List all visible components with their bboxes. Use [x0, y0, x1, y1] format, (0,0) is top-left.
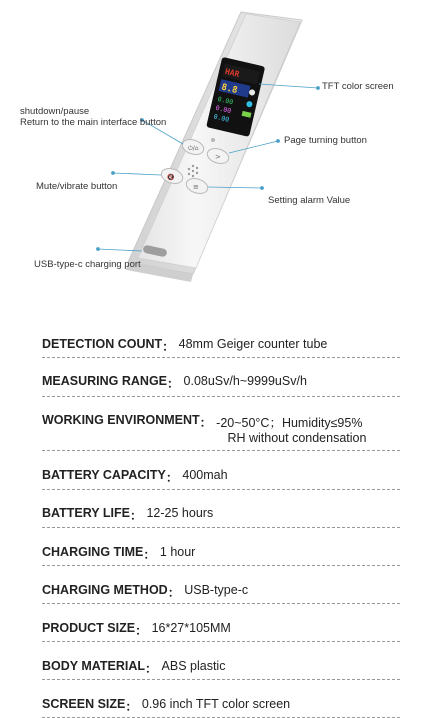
spec-value: 0.96 inch TFT color screen [141, 697, 291, 711]
device-diagram [0, 0, 445, 300]
spec-label: CHARGING METHOD [42, 583, 168, 597]
callout-shutdown-line1: shutdown/pause [20, 106, 90, 117]
spec-value: 1 hour [159, 545, 196, 559]
callout-shutdown-line2: Return to the main interface button [20, 117, 167, 128]
callout-usb-port: USB-type-c charging port [34, 259, 141, 270]
spec-row-product-size [42, 604, 400, 642]
spec-separator: ： [167, 377, 180, 391]
spec-label: CHARGING TIME [42, 545, 144, 559]
spec-separator: ： [143, 548, 156, 562]
callout-tft-screen: TFT color screen [322, 81, 394, 92]
spec-separator: ： [167, 586, 181, 600]
spec-row-body-material [42, 642, 400, 680]
spec-list [42, 322, 400, 718]
spec-value: 48mm Geiger counter tube [178, 337, 328, 351]
spec-row-battery-capacity [42, 451, 400, 490]
screen-reading-main: 8.8 [220, 82, 239, 96]
svg-text:≡: ≡ [193, 183, 199, 191]
spec-separator: ： [135, 624, 148, 638]
spec-value-continued: RH without condensation [227, 431, 367, 445]
spec-value: 12-25 hours [146, 506, 214, 520]
spec-row-battery-life [42, 490, 400, 528]
spec-label: SCREEN SIZE [42, 697, 126, 711]
radiation-detector-device [126, 12, 302, 282]
svg-text:⏻/⌂: ⏻/⌂ [188, 145, 199, 152]
svg-text:>: > [215, 153, 221, 161]
spec-separator: ： [129, 509, 143, 523]
spec-value: -20~50°C；Humidity≤95% [216, 416, 363, 430]
screen-label-top: HAR [224, 66, 241, 79]
spec-label: MEASURING RANGE [42, 374, 168, 388]
spec-label: WORKING ENVIRONMENT [42, 413, 200, 427]
indicator-led [211, 138, 215, 142]
spec-value: 400mah [182, 468, 228, 482]
spec-separator: ： [165, 471, 179, 485]
svg-text:🔇: 🔇 [167, 174, 175, 181]
spec-label: BODY MATERIAL [42, 659, 146, 673]
spec-value: 0.08uSv/h~9999uSv/h [183, 374, 307, 388]
spec-label: PRODUCT SIZE [42, 621, 136, 635]
spec-label: BATTERY LIFE [42, 506, 130, 520]
spec-row-measuring-range [42, 358, 400, 397]
screen-reading-1: 0.00 [216, 94, 234, 107]
spec-label: DETECTION COUNT [42, 337, 163, 351]
screen-reading-3: 0.00 [212, 112, 230, 124]
screen-reading-2: 0.00 [214, 103, 232, 116]
spec-separator: ： [125, 700, 138, 714]
spec-separator: ： [199, 416, 213, 430]
callout-alarm: Setting alarm Value [268, 195, 351, 206]
spec-row-charging-time [42, 528, 400, 566]
spec-value: USB-type-c [184, 583, 249, 597]
callout-page-turning: Page turning button [284, 135, 367, 146]
spec-row-screen-size [42, 680, 400, 718]
spec-row-charging-method [42, 566, 400, 604]
callout-mute: Mute/vibrate button [36, 181, 118, 192]
spec-value: ABS plastic [161, 659, 226, 673]
spec-separator: ： [162, 340, 175, 354]
spec-label: BATTERY CAPACITY [42, 468, 166, 482]
spec-separator: ： [145, 662, 158, 676]
spec-row-detection-count [42, 320, 400, 358]
spec-value: 16*27*105MM [151, 621, 231, 635]
spec-row-working-environment [42, 397, 400, 451]
